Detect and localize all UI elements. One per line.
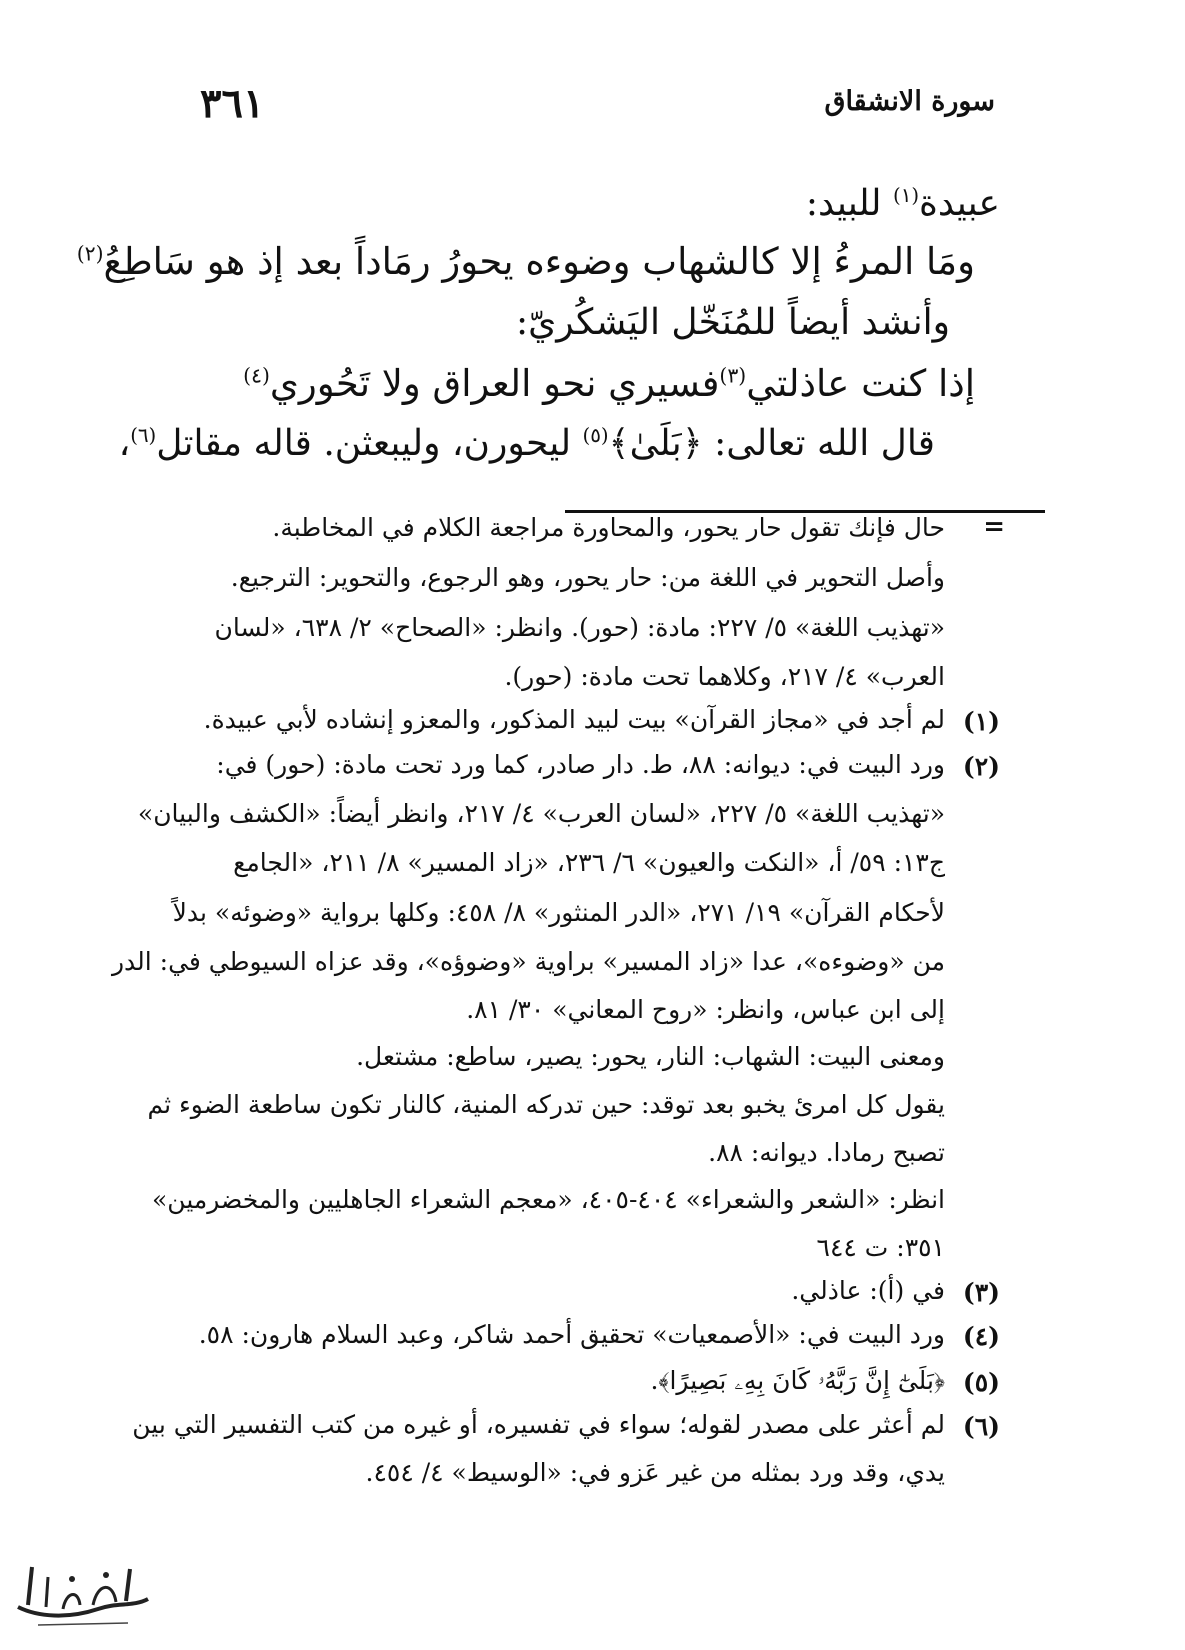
footnote-continuation-line: «تهذيب اللغة» ٥/ ٢٢٧: مادة: (حور). وانظر: «الصحاح» ٢/ ٦٣٨، «لسان <box>214 613 945 642</box>
footnote-line: لم أجد في «مجاز القرآن» بيت لبيد المذكور، والمعزو إنشاده لأبي عبيدة. <box>203 705 945 734</box>
footnote-continuation-line: حال فإنك تقول حار يحور، والمحاورة مراجعة الكلام في المخاطبة. <box>272 513 945 542</box>
footnote-line: ومعنى البيت: الشهاب: النار، يحور: يصير، ساطع: مشتعل. <box>356 1042 945 1071</box>
footnote-line: ٣٥١: ت ٦٤٤ <box>816 1233 945 1262</box>
footnote-number: (٥) <box>962 1368 1000 1397</box>
footnote-line: ج١٣: ٥٩/ أ، «النكت والعيون» ٦/ ٢٣٦، «زاد المسير» ٨/ ٢١١، «الجامع <box>233 848 945 877</box>
verse-2-mid: فسيري نحو العراق ولا تَحُوري <box>269 362 720 405</box>
footnote-number: (٦) <box>962 1412 1000 1441</box>
verse-1-text: ومَا المرءُ إلا كالشهاب وضوءه يحورُ رمَاداً بعد إذ هو سَاطِعُ <box>103 240 975 283</box>
footnote-ref: (٢) <box>76 241 104 266</box>
continuation-mark: = <box>983 512 1005 542</box>
body-line-3 <box>119 423 935 464</box>
footnote-ref: (٣) <box>719 363 747 388</box>
footnote-continuation-line: العرب» ٤/ ٢١٧، وكلاهما تحت مادة: (حور). <box>504 662 945 691</box>
footnote-line: يقول كل امرئ يخبو بعد توقد: حين تدركه المنية، كالنار تكون ساطعة الضوء ثم <box>147 1090 945 1119</box>
body-line-3-c: ، <box>118 423 131 464</box>
footnote-ref: (٥) <box>582 424 609 447</box>
footnote-line: إلى ابن عباس، وانظر: «روح المعاني» ٣٠/ ٨١. <box>466 995 945 1024</box>
footnote-line: تصبح رمادا. ديوانه: ٨٨. <box>708 1138 945 1167</box>
footnote-ref: (١) <box>892 184 920 207</box>
surah-title: سورة الانشقاق <box>824 86 995 117</box>
footnote-ref: (٦) <box>130 424 157 447</box>
body-line-3-b: ليحورن، وليبعثن. قاله مقاتل <box>156 423 583 464</box>
body-line-1-post: للبيد: <box>805 183 893 224</box>
footnote-line: ﴿بَلَىٰٓ إِنَّ رَبَّهُۥ كَانَ بِهِۦ بَصِيرًا﴾. <box>650 1366 945 1395</box>
page-number: ٣٦١ <box>200 80 265 127</box>
verse-1 <box>77 240 975 283</box>
verse-2-pre: إذا كنت عاذلتي <box>746 362 975 405</box>
footnote-line: لم أعثر على مصدر لقوله؛ سواء في تفسيره، أو غيره من كتب التفسير التي بين <box>132 1410 945 1439</box>
library-stamp-logo <box>8 1547 158 1632</box>
footnote-line: في (أ): عاذلي. <box>791 1276 945 1305</box>
footnote-line: لأحكام القرآن» ١٩/ ٢٧١، «الدر المنثور» ٨/ ٤٥٨: وكلها برواية «وضوئه» بدلاً <box>172 898 945 927</box>
body-line-1 <box>806 183 1000 224</box>
footnote-number: (٣) <box>962 1278 1000 1307</box>
footnote-line: من «وضوءه»، عدا «زاد المسير» براوية «وضوؤه»، وقد عزاه السيوطي في: الدر <box>111 947 945 976</box>
footnote-number: (٤) <box>962 1322 1000 1351</box>
footnote-line: ورد البيت في: ديوانه: ٨٨، ط. دار صادر، كما ورد تحت مادة: (حور) في: <box>216 750 945 779</box>
body-line-2: وأنشد أيضاً للمُنَخّل اليَشكُريّ: <box>515 302 950 343</box>
footnote-line: ورد البيت في: «الأصمعيات» تحقيق أحمد شاكر، وعبد السلام هارون: ٥٨. <box>198 1320 945 1349</box>
footnote-line: يدي، وقد ورد بمثله من غير عَزو في: «الوسيط» ٤/ ٤٥٤. <box>365 1458 945 1487</box>
footnote-ref: (٤) <box>243 363 270 388</box>
footnote-continuation-line: وأصل التحوير في اللغة من: حار يحور، وهو الرجوع، والتحوير: الترجيع. <box>230 563 945 592</box>
stamp-calligraphy-icon <box>8 1547 158 1632</box>
footnote-number: (٢) <box>962 752 1000 781</box>
footnote-line: انظر: «الشعر والشعراء» ٤٠٤-٤٠٥، «معجم الشعراء الجاهليين والمخضرمين» <box>152 1185 945 1214</box>
footnote-line: «تهذيب اللغة» ٥/ ٢٢٧، «لسان العرب» ٤/ ٢١٧، وانظر أيضاً: «الكشف والبيان» <box>137 799 945 828</box>
verse-2 <box>243 362 975 405</box>
body-line-3-a: قال الله تعالى: ﴿بَلَىٰ﴾ <box>608 423 935 464</box>
footnote-number: (١) <box>962 707 1000 736</box>
body-line-1-pre: عبيدة <box>919 183 1000 224</box>
